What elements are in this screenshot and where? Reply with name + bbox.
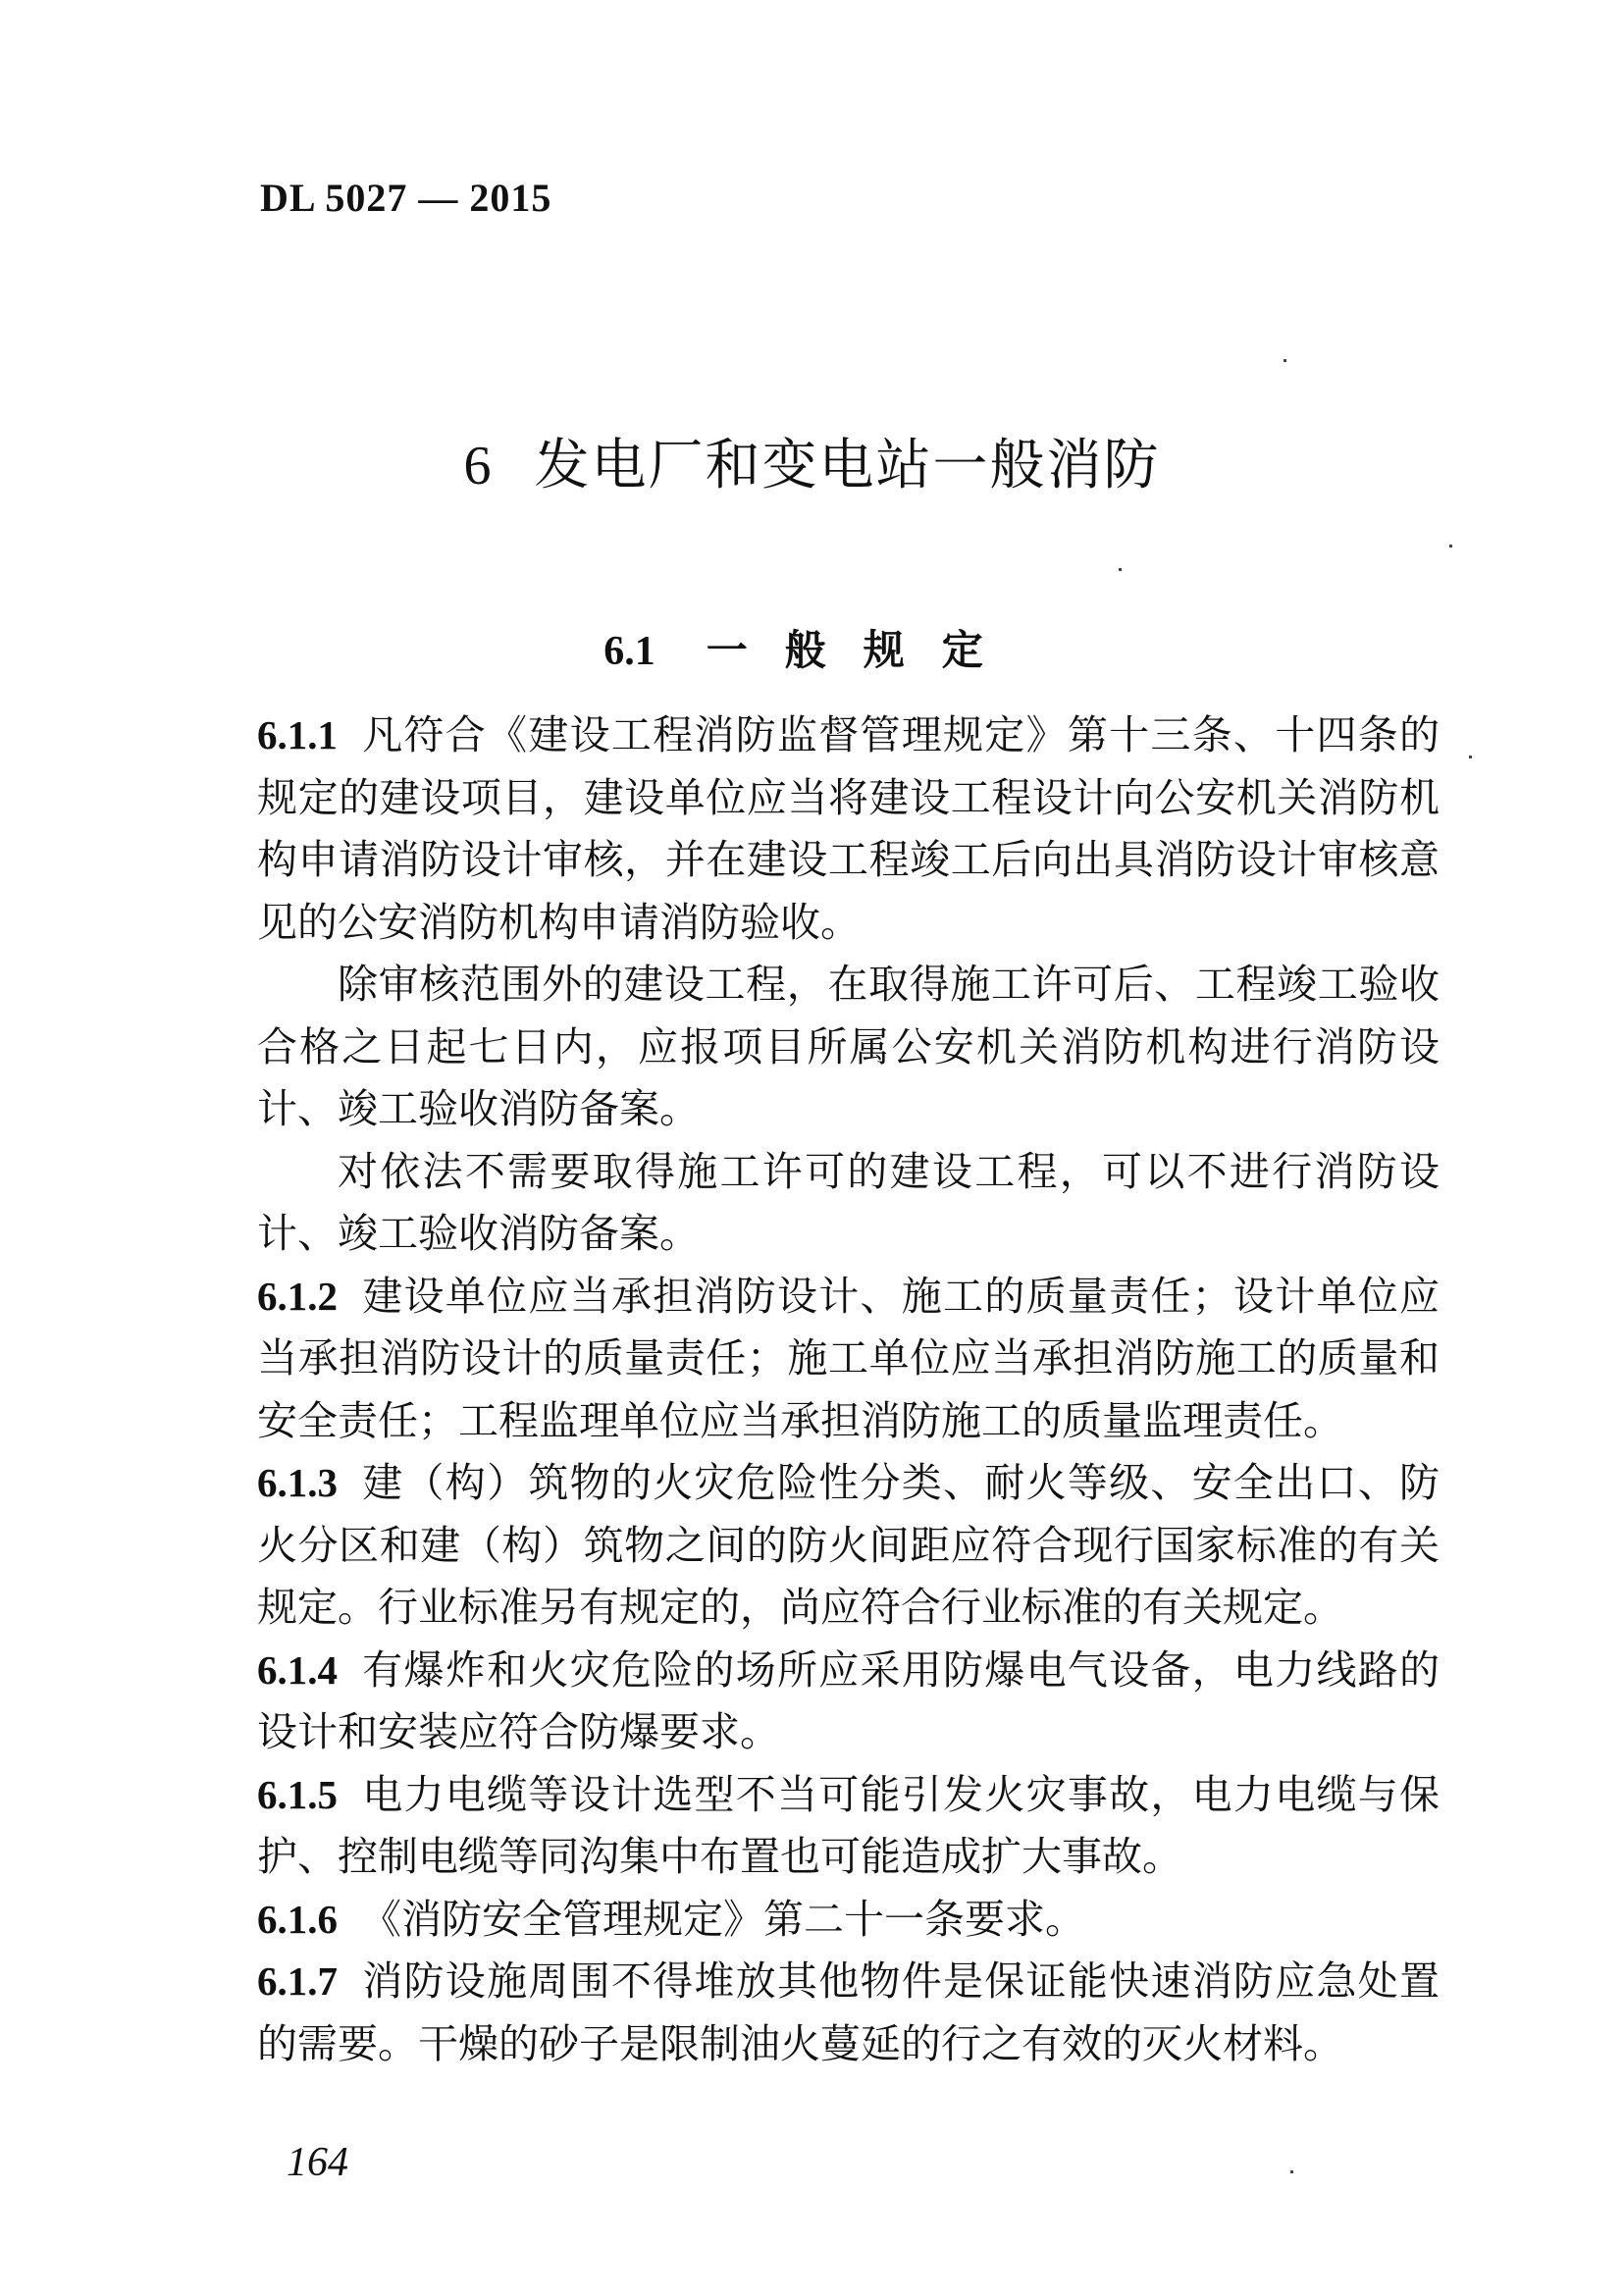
section-number: 6.1 bbox=[603, 629, 655, 674]
clause-6-1-7 bbox=[257, 1951, 1440, 2075]
clause-number: 6.1.4 bbox=[257, 1646, 338, 1693]
scan-speck bbox=[1290, 2170, 1293, 2173]
clause-text: 对依法不需要取得施工许可的建设工程，可以不进行消防设计、竣工验收消防备案。 bbox=[257, 1147, 1440, 1257]
chapter-heading bbox=[0, 422, 1624, 500]
scan-speck bbox=[1283, 359, 1286, 362]
clause-6-1-6 bbox=[257, 1889, 1440, 1952]
clause-text: 凡符合《建设工程消防监督管理规定》第十三条、十四条的规定的建设项目，建设单位应当将建设工程设计向公安机关消防机构申请消防设计审核，并在建设工程竣工后向出具消防设计审核意见的公安消防机构申请消防验收。 bbox=[257, 711, 1440, 946]
clause-text: 建设单位应当承担消防设计、施工的质量责任；设计单位应当承担消防设计的质量责任；施工单位应当承担消防施工的质量和安全责任；工程监理单位应当承担消防施工的质量监理责任。 bbox=[257, 1272, 1440, 1444]
scan-speck bbox=[1449, 545, 1452, 548]
clause-6-1-2 bbox=[257, 1266, 1440, 1453]
clause-6-1-1 bbox=[257, 704, 1440, 954]
clause-text: 《消防安全管理规定》第二十一条要求。 bbox=[361, 1895, 1085, 1943]
section-title: 一般规定 bbox=[706, 626, 1021, 674]
clause-text: 除审核范围外的建设工程，在取得施工许可后、工程竣工验收合格之日起七日内，应报项目所属公安机关消防机构进行消防设计、竣工验收消防备案。 bbox=[257, 961, 1440, 1132]
clause-number: 6.1.1 bbox=[257, 712, 338, 757]
standard-code-header: DL 5027 — 2015 bbox=[260, 176, 552, 220]
clause-text: 建（构）筑物的火灾危险性分类、耐火等级、安全出口、防火分区和建（构）筑物之间的防火间距应符合现行国家标准的有关规定。行业标准另有规定的，尚应符合行业标准的有关规定。 bbox=[257, 1459, 1440, 1631]
scan-speck bbox=[1469, 756, 1472, 758]
chapter-number: 6 bbox=[463, 436, 494, 496]
clause-6-1-5 bbox=[257, 1764, 1440, 1889]
clause-number: 6.1.2 bbox=[257, 1273, 338, 1319]
clause-body bbox=[257, 704, 1440, 2075]
clause-text: 消防设施周围不得堆放其他物件是保证能快速消防应急处置的需要。干燥的砂子是限制油火蔓延的行之有效的灭火材料。 bbox=[257, 1957, 1440, 2067]
clause-6-1-4 bbox=[257, 1640, 1440, 1764]
clause-number: 6.1.5 bbox=[257, 1771, 338, 1817]
scan-speck bbox=[1119, 568, 1122, 571]
clause-6-1-1-paragraph-3 bbox=[257, 1141, 1440, 1266]
section-heading bbox=[0, 618, 1624, 677]
page-number: 164 bbox=[287, 2140, 348, 2185]
clause-number: 6.1.3 bbox=[257, 1460, 338, 1505]
chapter-title: 发电厂和变电站一般消防 bbox=[534, 434, 1161, 497]
clause-number: 6.1.7 bbox=[257, 1958, 338, 2004]
clause-text: 电力电缆等设计选型不当可能引发火灾事故，电力电缆与保护、控制电缆等同沟集中布置也可能造成扩大事故。 bbox=[257, 1770, 1440, 1880]
clause-6-1-1-paragraph-2 bbox=[257, 954, 1440, 1141]
clause-text: 有爆炸和火灾危险的场所应采用防爆电气设备，电力线路的设计和安装应符合防爆要求。 bbox=[257, 1645, 1440, 1755]
clause-6-1-3 bbox=[257, 1452, 1440, 1640]
clause-number: 6.1.6 bbox=[257, 1896, 338, 1942]
